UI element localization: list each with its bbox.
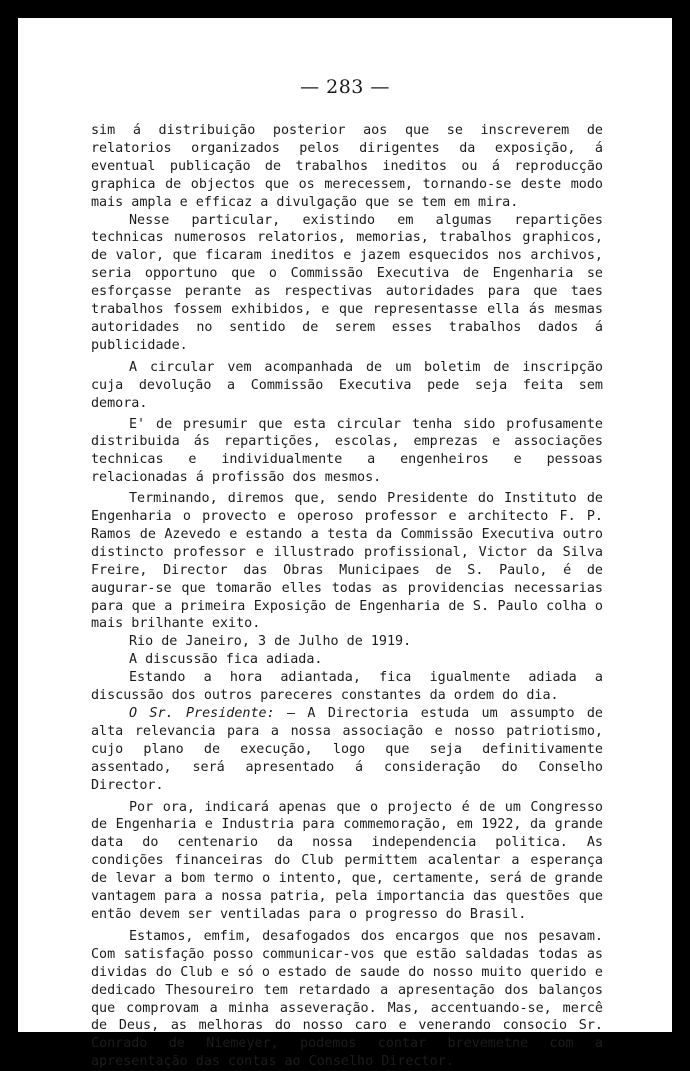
paragraph: Estamos, emfim, desafogados dos encargos que nos pesavam. Com satisfação posso communicar-vos que estão saldadas todas as dividas do Club e só o estado de saude do nosso muito querido e dedicado Thesoureiro tem retardado a apresentação dos balanços que comprovam a minha asseveração. Mas, accentuando-se, mercê de Deus, as melhoras do nosso caro e venerando consocio Sr. Conrado de Niemeyer, podemos contar brevemetne com a apresentação das contas ao Conselho Director. bbox=[91, 928, 603, 1070]
paragraph: Estando a hora adiantada, fica igualmente adiada a discussão dos outros pareceres constantes da ordem do dia. bbox=[91, 670, 603, 704]
paragraph: Terminando, diremos que, sendo Presidente do Instituto de Engenharia o provecto e operoso professor e architecto F. P. Ramos de Azevedo e estando a testa da Commissão Executiva outro distincto professor e illustrado profissional, Victor da Silva Freire, Director das Obras Municipaes de S. Paulo, é de augurar-se que tomarão elles todas as providencias necessarias para que a primeira Exposição de Engenharia de S. Paulo colha o mais brilhante exito. bbox=[91, 491, 603, 632]
page-number: — 283 — bbox=[300, 76, 390, 98]
paragraph: sim á distribuição posterior aos que se inscreverem de relatorios organizados pelos dirigentes da exposição, á eventual publicação de trabalhos ineditos ou á reproducção graphica de objectos que os merecessem, tornando-se deste modo mais ampla e efficaz a divulgação que se tem em mira. bbox=[91, 123, 603, 210]
speaker-label: O Sr. Presidente: bbox=[129, 706, 275, 721]
paragraph-dateline: Rio de Janeiro, 3 de Julho de 1919. bbox=[129, 634, 412, 650]
paragraph: Nesse particular, existindo em algumas repartições technicas numerosos relatorios, memorias, trabalhos graphicos, de valor, que ficaram ineditos e jazem esquecidos nos archivos, seria opportuno que o Commissão Executiva de Engenharia se esforçasse perante as respectivas autoridades para que taes trabalhos fossem exhibidos, e que representasse ella ás mesmas autoridades no sentido de serem esses trabalhos dados á publicidade. bbox=[91, 212, 603, 353]
paragraph: A circular vem acompanhada de um boletim de inscripção cuja devolução a Commissão Executiva pede seja feita sem demora. bbox=[91, 359, 603, 411]
speaker-text: — A Directoria estuda um assumpto de alta relevancia para a nossa associação e nosso patriotismo, cujo plano de execução, logo que seja definitivamente assentado, será apresentado á consideração do Conselho Director. bbox=[91, 706, 603, 793]
paragraph: Por ora, indicará apenas que o projecto é de um Congresso de Engenharia e Industria para commemoração, em 1922, da grande data do centenario da nossa independencia politica. As condições financeiras do Club permittem acalentar a esperança de levar a bom termo o intento, que, certamente, será de grande vantagem para a nossa patria, pela importancia das questões que então devem ser ventiladas para o progresso do Brasil. bbox=[91, 799, 603, 922]
paragraph: E' de presumir que esta circular tenha sido profusamente distribuida ás repartições, escolas, emprezas e associações technicas e individualmente a engenheiros e pessoas relacionadas á profissão dos mesmos. bbox=[91, 416, 603, 486]
text-body bbox=[91, 122, 603, 1071]
document-page bbox=[18, 18, 672, 1070]
paragraph bbox=[91, 705, 603, 795]
paragraph: A discussão fica adiada. bbox=[129, 652, 323, 668]
